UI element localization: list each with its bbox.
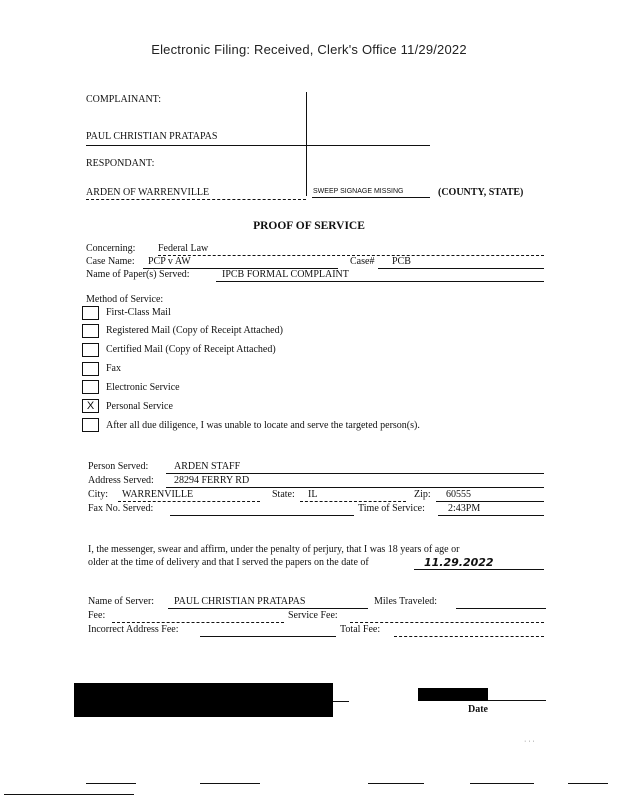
checkbox-certified-mail[interactable] <box>82 343 99 357</box>
scan-artifact-marks: · · · <box>524 738 535 745</box>
papers-label: Name of Paper(s) Served: <box>86 269 190 280</box>
state-label: State: <box>272 489 295 500</box>
concerning-label: Concerning: <box>86 243 136 254</box>
affirmation-line-2: older at the time of delivery and that I served the papers on the date of <box>88 557 369 568</box>
county-rule <box>312 197 430 198</box>
case-no-rule <box>378 268 544 269</box>
missing-note: SWEEP SIGNAGE MISSING <box>313 188 404 195</box>
person-served-value: ARDEN STAFF <box>174 461 241 472</box>
address-value: 28294 FERRY RD <box>174 475 250 486</box>
papers-value: IPCB FORMAL COMPLAINT <box>222 269 349 280</box>
checkbox-unable-to-serve[interactable] <box>82 418 99 432</box>
person-served-rule <box>166 473 544 474</box>
city-label: City: <box>88 489 109 500</box>
case-no-label: Case# <box>350 256 375 267</box>
scan-artifact-line <box>4 794 134 795</box>
respondent-name: ARDEN OF WARRENVILLE <box>86 187 210 198</box>
respondent-rule <box>86 199 306 200</box>
option-certified-mail: Certified Mail (Copy of Receipt Attached) <box>106 344 276 355</box>
state-value: IL <box>308 489 318 500</box>
scan-artifact-line <box>470 783 534 784</box>
service-fee-label: Service Fee: <box>288 610 338 621</box>
fax-rule <box>170 515 354 516</box>
address-rule <box>166 487 544 488</box>
time-value: 2:43PM <box>448 503 481 514</box>
person-served-label: Person Served: <box>88 461 149 472</box>
zip-rule <box>436 501 544 502</box>
case-name-value: PCP v AW <box>148 256 191 267</box>
document-title: PROOF OF SERVICE <box>253 220 365 232</box>
party-divider <box>306 92 307 196</box>
time-rule <box>438 515 544 516</box>
date-label: Date <box>468 704 488 715</box>
scan-artifact-line <box>200 783 260 784</box>
fee-rule <box>112 622 284 623</box>
incorrect-address-fee-label: Incorrect Address Fee: <box>88 624 179 635</box>
server-rule <box>168 608 368 609</box>
zip-label: Zip: <box>414 489 431 500</box>
checkbox-personal-service[interactable]: X <box>82 399 99 413</box>
complainant-label: COMPLAINANT: <box>86 94 162 105</box>
redacted-date <box>418 688 488 701</box>
redacted-signature <box>74 683 333 717</box>
option-fax: Fax <box>106 363 121 374</box>
papers-rule <box>216 281 544 282</box>
complainant-name: PAUL CHRISTIAN PRATAPAS <box>86 131 218 142</box>
county-state-label: (COUNTY, STATE) <box>438 187 524 198</box>
option-first-class-mail: First-Class Mail <box>106 307 171 318</box>
server-value: PAUL CHRISTIAN PRATAPAS <box>174 596 306 607</box>
city-rule <box>118 501 260 502</box>
checkbox-registered-mail[interactable] <box>82 324 99 338</box>
time-label: Time of Service: <box>358 503 425 514</box>
option-personal-service: Personal Service <box>106 401 173 412</box>
complainant-rule <box>86 145 430 146</box>
date-line-tail <box>488 700 546 701</box>
case-name-label: Case Name: <box>86 256 135 267</box>
scan-artifact-line <box>368 783 424 784</box>
checkbox-fax[interactable] <box>82 362 99 376</box>
affirmation-line-1: I, the messenger, swear and affirm, under the penalty of perjury, that I was 18 years of age or <box>88 544 460 555</box>
respondent-label: RESPONDANT: <box>86 158 155 169</box>
state-rule <box>300 501 406 502</box>
zip-value: 60555 <box>446 489 471 500</box>
signature-rule-tail <box>333 701 349 702</box>
date-rule <box>414 569 544 570</box>
option-unable-to-serve: After all due diligence, I was unable to locate and serve the targeted person(s). <box>106 420 420 431</box>
address-label: Address Served: <box>88 475 154 486</box>
service-fee-rule <box>350 622 544 623</box>
case-no-value: PCB <box>392 256 411 267</box>
miles-rule <box>456 608 546 609</box>
fax-label: Fax No. Served: <box>88 503 154 514</box>
option-electronic-service: Electronic Service <box>106 382 180 393</box>
method-label: Method of Service: <box>86 294 164 305</box>
fee-label: Fee: <box>88 610 106 621</box>
total-fee-rule <box>394 636 544 637</box>
concerning-value: Federal Law <box>158 243 209 254</box>
scan-artifact-line <box>86 783 136 784</box>
checkbox-first-class-mail[interactable] <box>82 306 99 320</box>
checkbox-electronic-service[interactable] <box>82 380 99 394</box>
server-label: Name of Server: <box>88 596 155 607</box>
miles-label: Miles Traveled: <box>374 596 438 607</box>
option-registered-mail: Registered Mail (Copy of Receipt Attached) <box>106 325 283 336</box>
total-fee-label: Total Fee: <box>340 624 381 635</box>
city-value: WARRENVILLE <box>122 489 194 500</box>
filing-stamp: Electronic Filing: Received, Clerk's Office 11/29/2022 <box>151 42 467 57</box>
scan-artifact-line <box>568 783 608 784</box>
incorrect-address-fee-rule <box>200 636 336 637</box>
handwritten-date: 11.29.2022 <box>424 556 494 569</box>
